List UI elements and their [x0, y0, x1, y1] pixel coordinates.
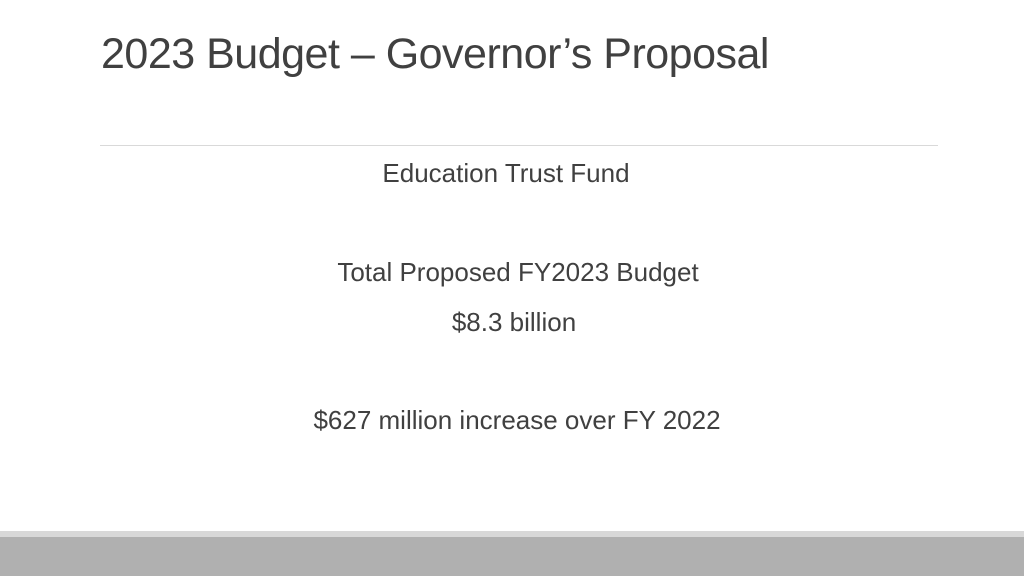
- fund-name: Education Trust Fund: [382, 158, 630, 188]
- footer-band: [0, 537, 1024, 576]
- title-divider: [100, 145, 938, 146]
- budget-amount: $8.3 billion: [451, 307, 577, 337]
- slide-title: 2023 Budget – Governor’s Proposal: [101, 30, 769, 78]
- budget-label: Total Proposed FY2023 Budget: [337, 257, 699, 287]
- budget-increase: $627 million increase over FY 2022: [313, 405, 721, 435]
